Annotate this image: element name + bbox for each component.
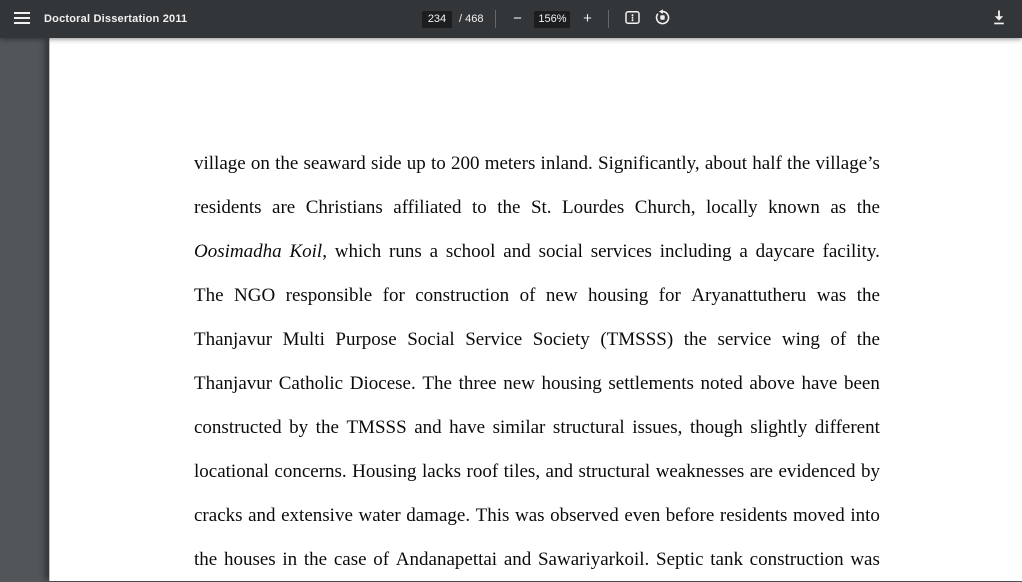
word: The	[194, 285, 224, 306]
word: houses	[223, 549, 276, 570]
word: concerns.	[274, 461, 347, 482]
word: of	[373, 549, 390, 570]
word: the	[856, 197, 880, 218]
word: Catholic	[278, 373, 344, 394]
text-line	[194, 538, 880, 582]
word: of	[830, 329, 847, 350]
word: This	[475, 505, 510, 526]
word: Significantly,	[598, 153, 700, 174]
word: inland.	[540, 153, 593, 174]
word: TMSSS	[346, 417, 407, 438]
download-icon	[992, 10, 1006, 29]
word: have	[449, 417, 486, 438]
word: for	[658, 285, 681, 306]
word: lacks	[422, 461, 462, 482]
text-line	[194, 494, 880, 538]
menu-button[interactable]	[7, 4, 37, 34]
word: three	[458, 373, 497, 394]
text-line	[194, 230, 880, 274]
word: school	[445, 241, 496, 262]
word: service	[717, 329, 772, 350]
word: been	[843, 373, 880, 394]
word: and	[248, 505, 276, 526]
word: village	[194, 153, 246, 174]
word: to	[471, 197, 487, 218]
hamburger-icon	[14, 11, 30, 28]
pdf-toolbar	[0, 0, 1022, 38]
word: the	[787, 153, 811, 174]
word: to	[431, 153, 446, 174]
word: for	[382, 285, 405, 306]
word: the	[856, 285, 880, 306]
word: different	[814, 417, 880, 438]
word: Oosimadha	[194, 241, 282, 262]
toolbar-center-controls	[422, 0, 673, 38]
word: into	[850, 505, 880, 526]
word: Multi	[282, 329, 325, 350]
word: the	[194, 549, 218, 570]
word: and	[414, 417, 442, 438]
word: was	[816, 285, 847, 306]
word: Social	[407, 329, 455, 350]
word: though	[689, 417, 743, 438]
word: Housing	[352, 461, 417, 482]
page-number-input[interactable]	[422, 11, 452, 28]
toolbar-divider	[608, 10, 609, 28]
word: by	[289, 417, 309, 438]
text-line	[194, 186, 880, 230]
word: are	[749, 461, 773, 482]
word: which	[334, 241, 382, 262]
word: slightly	[750, 417, 808, 438]
word: on	[250, 153, 270, 174]
word: constructed	[194, 417, 282, 438]
word: responsible	[285, 285, 373, 306]
rotate-button[interactable]	[651, 7, 673, 31]
word: Septic	[656, 549, 704, 570]
document-title: Doctoral Dissertation 2011	[44, 13, 188, 25]
word: 200	[450, 153, 480, 174]
word: Society	[532, 329, 590, 350]
word: noted	[700, 373, 743, 394]
word: NGO	[234, 285, 276, 306]
word: locally	[705, 197, 758, 218]
word: as	[830, 197, 847, 218]
word: of	[519, 285, 536, 306]
word: damage.	[406, 505, 471, 526]
word: evidenced	[778, 461, 856, 482]
word: Diocese.	[349, 373, 416, 394]
word: the	[275, 153, 299, 174]
word: before	[665, 505, 715, 526]
word: was	[515, 505, 545, 526]
word: issues,	[632, 417, 683, 438]
word: moved	[793, 505, 845, 526]
text-line	[194, 274, 880, 318]
word: in	[282, 549, 298, 570]
word: known	[768, 197, 820, 218]
word: residents	[194, 197, 262, 218]
word: Koil,	[289, 241, 327, 262]
word: new	[545, 285, 578, 306]
word: above	[749, 373, 795, 394]
word: runs	[389, 241, 422, 262]
word: Christians	[305, 197, 383, 218]
word: up	[406, 153, 426, 174]
word: settlements	[608, 373, 694, 394]
zoom-in-button[interactable]: +	[578, 7, 596, 31]
word: Aryanattutheru	[691, 285, 807, 306]
word: seaward	[303, 153, 366, 174]
word: and	[503, 549, 532, 570]
word: have	[801, 373, 838, 394]
word: case	[333, 549, 367, 570]
word: structural	[578, 461, 651, 482]
word: weaknesses	[655, 461, 745, 482]
word: the	[315, 417, 339, 438]
word: Church,	[634, 197, 696, 218]
word: Thanjavur	[194, 329, 273, 350]
word: and	[545, 461, 573, 482]
word: cracks	[194, 505, 243, 526]
word: the	[303, 549, 328, 570]
word: wing	[781, 329, 820, 350]
word: structural	[552, 417, 625, 438]
word: are	[272, 197, 296, 218]
word: village’s	[815, 153, 880, 174]
word: Purpose	[335, 329, 397, 350]
word: the	[856, 329, 880, 350]
word: services	[590, 241, 652, 262]
word: the	[683, 329, 707, 350]
word: affiliated	[393, 197, 462, 218]
word: a	[429, 241, 439, 262]
word: observed	[550, 505, 619, 526]
document-lines	[194, 142, 880, 582]
word: residents	[719, 505, 788, 526]
word: meters	[484, 153, 536, 174]
fit-to-page-icon	[625, 10, 640, 28]
word: the	[497, 197, 521, 218]
word: about	[704, 153, 748, 174]
rotate-counterclockwise-icon	[654, 9, 671, 29]
word: construction	[749, 549, 844, 570]
word: locational	[194, 461, 269, 482]
word: construction	[415, 285, 510, 306]
word: half	[752, 153, 782, 174]
text-line	[194, 142, 880, 186]
word: facility.	[822, 241, 880, 262]
word: similar	[492, 417, 546, 438]
word: was	[850, 549, 880, 570]
text-line	[194, 406, 880, 450]
word: The	[422, 373, 452, 394]
word: new	[503, 373, 535, 394]
fit-to-page-button[interactable]	[621, 7, 643, 31]
word: Service	[465, 329, 523, 350]
word: by	[860, 461, 880, 482]
word: daycare	[755, 241, 815, 262]
pdf-canvas[interactable]	[0, 38, 1022, 581]
word: Sawariyarkoil.	[537, 549, 650, 570]
zoom-out-button[interactable]: −	[508, 7, 526, 31]
word: St.	[530, 197, 552, 218]
zoom-level-input[interactable]	[534, 11, 570, 28]
toolbar-divider	[495, 10, 496, 28]
pdf-page[interactable]	[49, 38, 1022, 581]
word: housing	[588, 285, 649, 306]
word: Lourdes	[562, 197, 625, 218]
word: even	[624, 505, 661, 526]
word: including	[659, 241, 732, 262]
word: and	[503, 241, 531, 262]
text-line	[194, 318, 880, 362]
download-button[interactable]	[986, 6, 1012, 32]
text-line	[194, 362, 880, 406]
word: housing	[541, 373, 602, 394]
word: Andanapettai	[395, 549, 498, 570]
word: a	[739, 241, 748, 262]
word: social	[538, 241, 583, 262]
word: Thanjavur	[194, 373, 273, 394]
word: tiles,	[503, 461, 541, 482]
word: side	[370, 153, 402, 174]
word: extensive	[281, 505, 353, 526]
word: tank	[710, 549, 743, 570]
page-total-label: / 468	[459, 13, 484, 25]
word: water	[358, 505, 401, 526]
word: roof	[466, 461, 499, 482]
text-line	[194, 450, 880, 494]
word: (TMSSS)	[600, 329, 674, 350]
